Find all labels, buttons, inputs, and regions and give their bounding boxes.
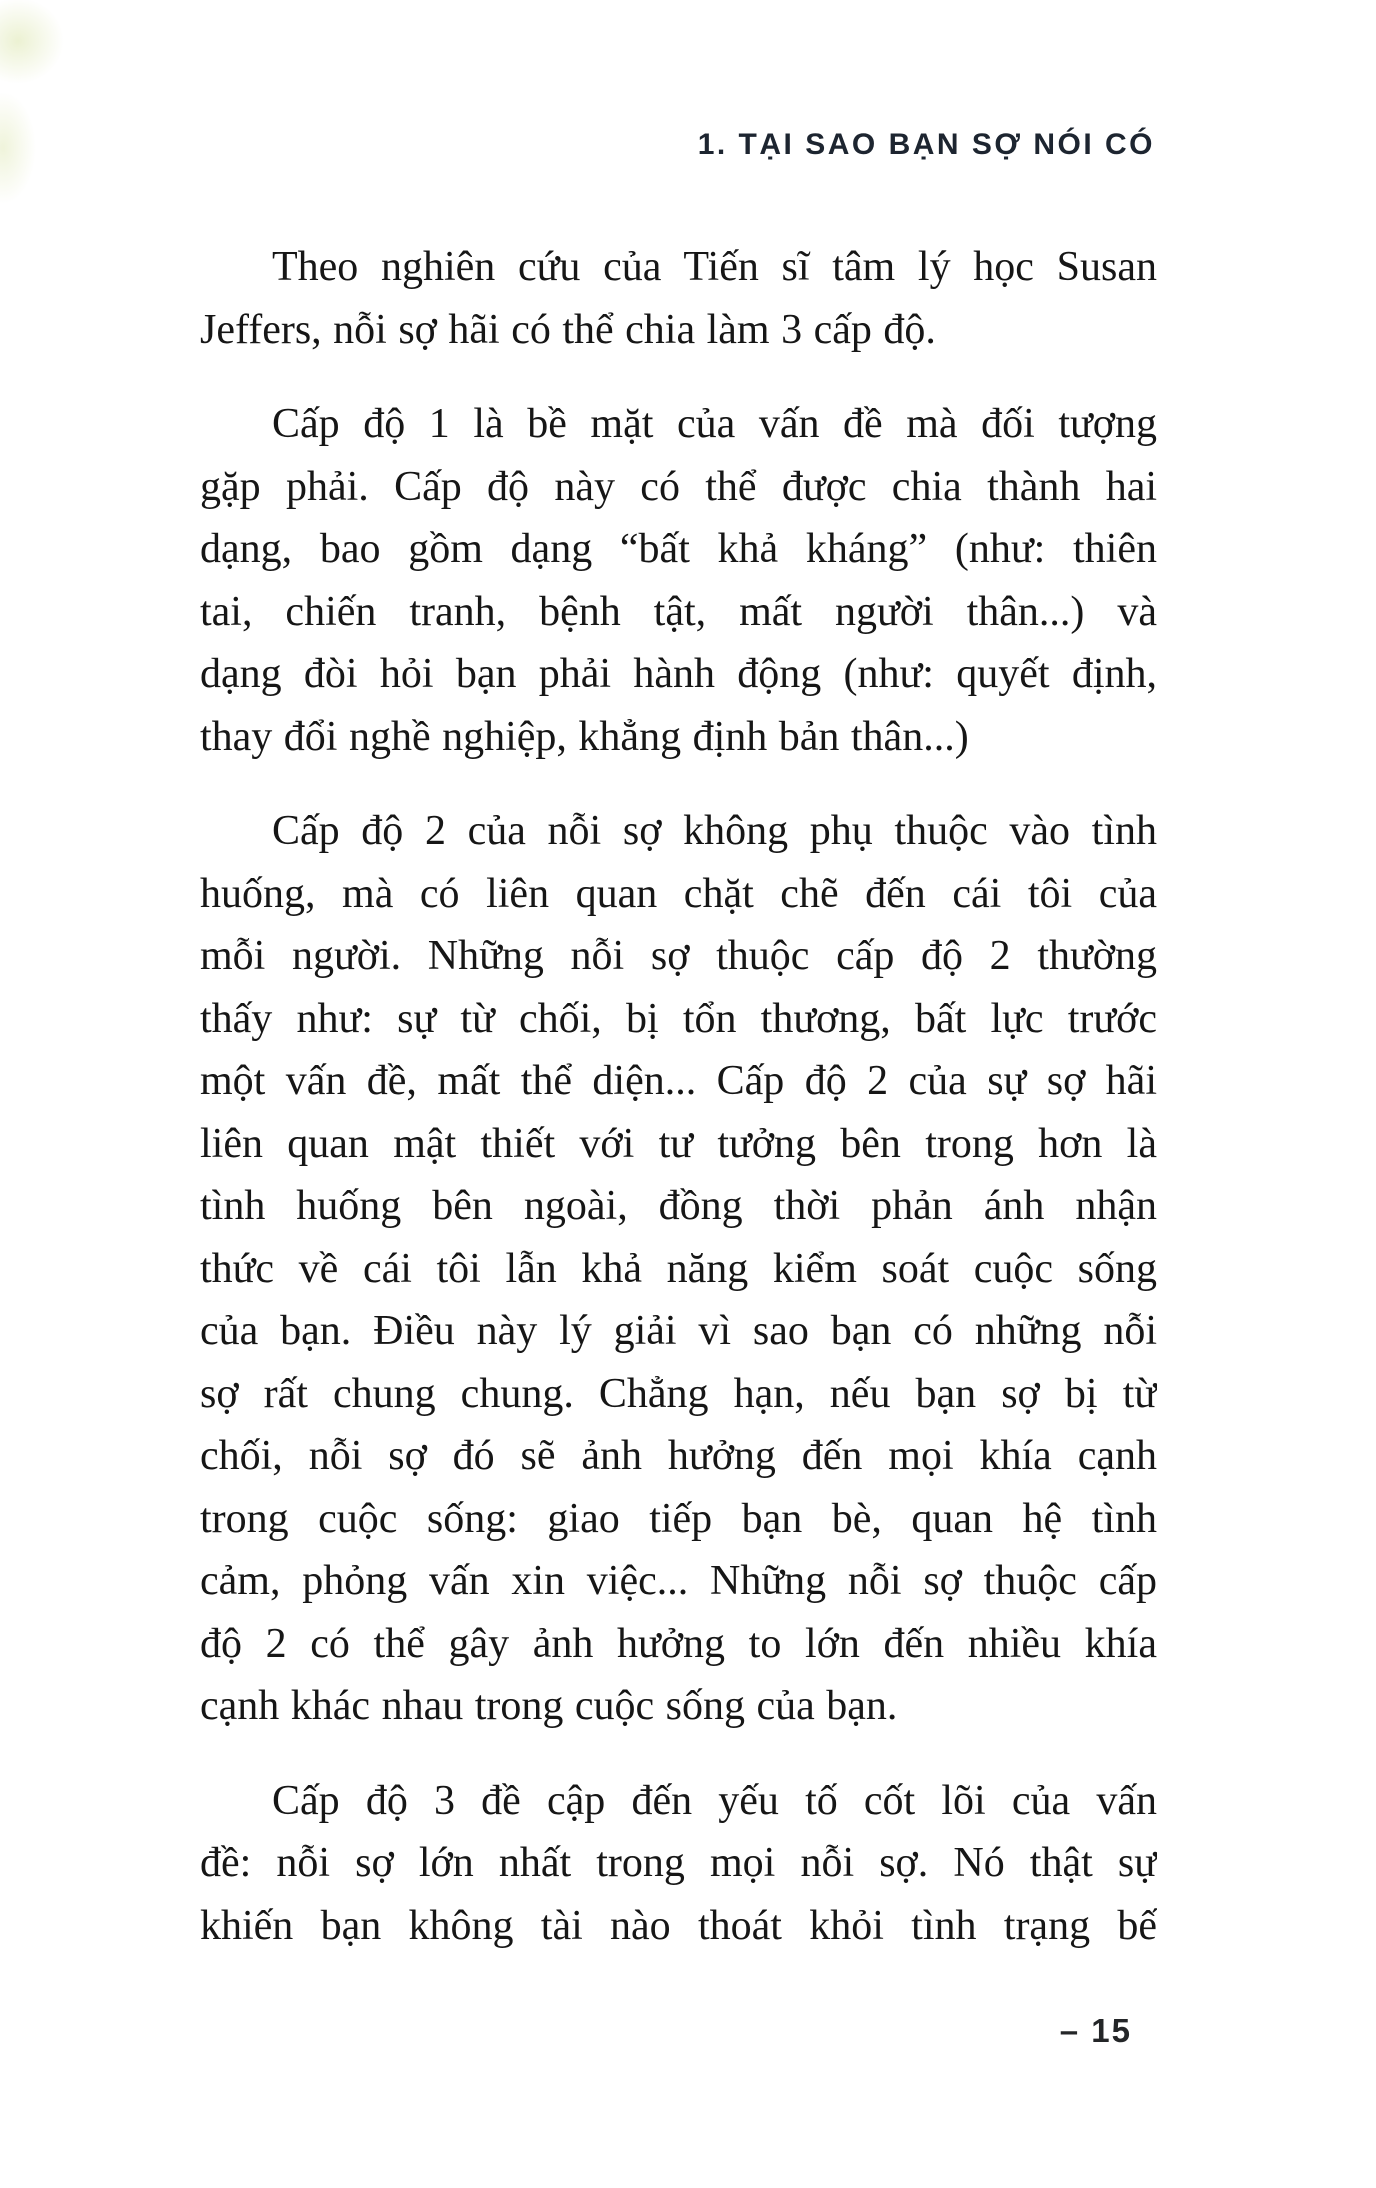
paragraph — [200, 800, 1157, 1738]
page-number: – 15 — [1059, 2012, 1132, 2049]
text-line: huống, mà có liên quan chặt chẽ đến cái tôi của — [200, 870, 1157, 917]
text-line: thay đổi nghề nghiệp, khẳng định bản thân...) — [200, 713, 969, 760]
paragraph — [200, 1770, 1157, 1958]
paragraph — [200, 236, 1157, 361]
text-line: khiến bạn không tài nào thoát khỏi tình trạng bế — [200, 1902, 1157, 1949]
running-header: 1. TẠI SAO BẠN SỢ NÓI CÓ — [697, 128, 1155, 161]
text-line: Cấp độ 1 là bề mặt của vấn đề mà đối tượng — [272, 401, 1157, 447]
text-line: Cấp độ 2 của nỗi sợ không phụ thuộc vào tình — [272, 808, 1157, 854]
text-line: dạng đòi hỏi bạn phải hành động (như: quyết định, — [200, 651, 1157, 697]
scan-artifact-blob — [0, 0, 64, 84]
text-line: thức về cái tôi lẫn khả năng kiểm soát cuộc sống — [200, 1245, 1157, 1292]
text-line: gặp phải. Cấp độ này có thể được chia thành hai — [200, 463, 1157, 510]
text-line: liên quan mật thiết với tư tưởng bên trong hơn là — [200, 1120, 1157, 1167]
text-line: thấy như: sự từ chối, bị tổn thương, bất lực trước — [200, 995, 1157, 1042]
text-line: trong cuộc sống: giao tiếp bạn bè, quan hệ tình — [200, 1495, 1157, 1542]
text-line: sợ rất chung chung. Chẳng hạn, nếu bạn sợ bị từ — [200, 1370, 1157, 1417]
text-line: tình huống bên ngoài, đồng thời phản ánh nhận — [200, 1183, 1157, 1229]
text-line: dạng, bao gồm dạng “bất khả kháng” (như: thiên — [200, 526, 1157, 572]
text-line: đề: nỗi sợ lớn nhất trong mọi nỗi sợ. Nó thật sự — [200, 1840, 1157, 1886]
text-line: cảm, phỏng vấn xin việc... Những nỗi sợ thuộc cấp — [200, 1558, 1157, 1604]
text-line: của bạn. Điều này lý giải vì sao bạn có những nỗi — [200, 1308, 1157, 1354]
text-line: Theo nghiên cứu của Tiến sĩ tâm lý học Susan — [272, 244, 1157, 290]
text-line: độ 2 có thể gây ảnh hưởng to lớn đến nhiều khía — [200, 1620, 1157, 1667]
text-line: Jeffers, nỗi sợ hãi có thể chia làm 3 cấp độ. — [200, 306, 936, 353]
text-line: cạnh khác nhau trong cuộc sống của bạn. — [200, 1683, 898, 1729]
text-line: mỗi người. Những nỗi sợ thuộc cấp độ 2 thường — [200, 933, 1157, 979]
text-line: chối, nỗi sợ đó sẽ ảnh hưởng đến mọi khía cạnh — [200, 1433, 1157, 1479]
text-line: tai, chiến tranh, bệnh tật, mất người thân...) và — [200, 588, 1157, 635]
paragraph — [200, 393, 1157, 768]
text-block — [200, 236, 1157, 1989]
text-line: một vấn đề, mất thể diện... Cấp độ 2 của sự sợ hãi — [200, 1058, 1157, 1104]
text-line: Cấp độ 3 đề cập đến yếu tố cốt lõi của vấn — [272, 1777, 1157, 1824]
